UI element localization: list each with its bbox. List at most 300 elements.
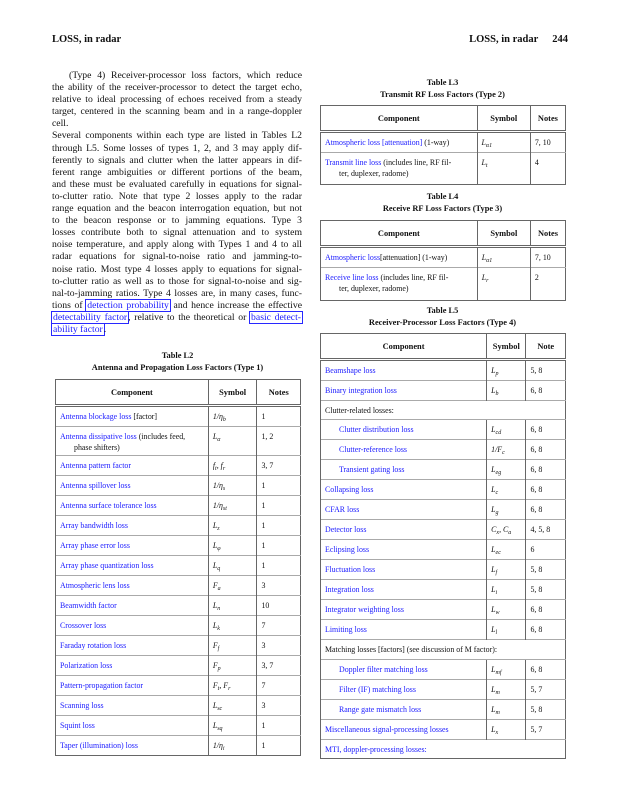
table-row (56, 736, 301, 756)
symbol-base: L (491, 366, 496, 375)
component-link[interactable]: Antenna blockage loss (60, 412, 132, 421)
component-link[interactable]: Crossover loss (60, 621, 107, 630)
component-cell (321, 153, 478, 185)
paragraph-line (52, 203, 302, 215)
component-qualifier-continued: ter, duplexer, radome) (339, 284, 409, 293)
symbol-subscript: c (495, 490, 499, 497)
symbol-base: F (223, 681, 229, 690)
symbol-subscript: k (217, 626, 220, 632)
paragraph-line (52, 324, 302, 336)
text-run: (Type 4) Receiver-processor loss factors, which reduce (69, 70, 302, 81)
symbol-cell (487, 679, 526, 699)
notes-cell: 3, 7 (257, 456, 301, 476)
symbol-subscript: ec (495, 550, 501, 557)
symbol-base: L (481, 253, 487, 262)
symbol-subscript: q (217, 566, 221, 572)
notes-cell: 7, 10 (530, 132, 565, 153)
paragraph-line (52, 239, 302, 251)
component-link[interactable]: Atmospheric loss (325, 253, 381, 262)
table-row (56, 636, 301, 656)
notes-cell: 6, 8 (526, 659, 566, 679)
table-row (56, 716, 301, 736)
table-row (321, 440, 566, 460)
notes-cell: 3, 7 (257, 656, 301, 676)
component-link[interactable]: Antenna dissipative loss (60, 432, 137, 441)
component-cell (321, 500, 487, 520)
table-row (321, 460, 566, 480)
component-cell (56, 696, 209, 716)
symbol-subscript: i (222, 746, 225, 752)
symbol-subscript: z (217, 526, 220, 532)
notes-cell: 5, 8 (526, 560, 566, 580)
table-row (56, 456, 301, 476)
component-link[interactable]: Range gate mismatch loss (339, 704, 422, 714)
notes-cell: 1 (257, 516, 301, 536)
table-title: Receive RF Loss Factors (Type 3) (382, 204, 503, 213)
text-run: to the beacon response or to jamming equations. Type 3 (52, 215, 302, 227)
table-number: Table L4 (426, 192, 459, 201)
text-run: ferent range ambiguities or different portions of the beam, (52, 166, 302, 178)
symbol-cell (208, 476, 257, 496)
symbol-base: L (212, 541, 218, 550)
component-link[interactable]: Array phase error loss (60, 541, 130, 550)
component-link[interactable]: Scanning loss (60, 701, 104, 710)
symbol-separator: , (499, 525, 504, 535)
component-link[interactable]: Limiting loss (325, 625, 367, 635)
table-l3 (320, 105, 566, 185)
term-link[interactable]: basic detect- (251, 311, 301, 323)
symbol-cell (477, 132, 530, 153)
text-run: to-clutter ratio. Note that type 2 losses apply to the radar (52, 190, 302, 202)
column-header: Symbol (477, 106, 530, 132)
symbol-subscript: p (495, 371, 499, 377)
symbol-base: L (491, 585, 496, 595)
component-link[interactable]: Atmospheric lens loss (60, 581, 130, 590)
symbol-cell (208, 656, 257, 676)
table-row (321, 600, 566, 620)
notes-cell: 7, 10 (530, 247, 565, 268)
table-row (56, 696, 301, 716)
symbol-cell (487, 560, 526, 580)
table-header-row (321, 221, 566, 247)
symbol-cell (487, 540, 526, 560)
symbol-cell (477, 153, 530, 185)
symbol-cell (477, 268, 530, 301)
text-run: the ability of the receiver-processor to detect the target echo, (52, 82, 302, 94)
column-header: Component (321, 334, 487, 360)
component-cell (321, 132, 478, 153)
component-link[interactable]: Atmospheric loss [attenuation] (325, 138, 423, 147)
component-cell (321, 460, 487, 480)
component-cell (56, 556, 209, 576)
text-run: losses contribute both to signal attenuation and to system (52, 227, 302, 239)
text-run: and hence increase the effective (169, 299, 302, 311)
notes-cell: 6 (526, 540, 566, 560)
symbol-base: L (212, 432, 218, 441)
symbol-base: F (212, 661, 218, 670)
symbol-base: L (481, 158, 486, 167)
component-cell (321, 659, 487, 679)
symbol-subscript: a (508, 530, 512, 537)
notes-cell: 3 (257, 636, 301, 656)
notes-cell: 6, 8 (526, 460, 566, 480)
symbol-cell (208, 427, 257, 456)
text-run: radar equations for signal-to-noise ratio and jamming-to- (52, 251, 302, 263)
component-cell (56, 616, 209, 636)
column-header: Symbol (477, 221, 530, 247)
symbol-cell (487, 500, 526, 520)
symbol-subscript: b (222, 417, 226, 423)
table-row (321, 699, 566, 719)
notes-cell: 3 (257, 696, 301, 716)
component-cell (321, 520, 487, 540)
component-link[interactable]: Antenna surface tolerance loss (60, 501, 157, 510)
symbol-subscript: l (495, 630, 498, 637)
component-link[interactable]: Beamwidth factor (60, 601, 117, 610)
symbol-subscript: p (217, 666, 221, 672)
symbol-base: L (491, 386, 496, 395)
component-qualifier: (includes line, RF fil- (378, 273, 449, 282)
symbol-base: 1/η (212, 501, 223, 510)
symbol-subscript: i (495, 590, 498, 597)
symbol-base: L (212, 701, 218, 710)
paragraph-line (52, 143, 302, 155)
notes-cell: 1, 2 (257, 427, 301, 456)
symbol-subscript: cd (495, 430, 502, 437)
component-link[interactable]: MTI, doppler-processing losses: (325, 744, 427, 754)
notes-cell: 2 (530, 268, 565, 301)
symbol-cell (487, 719, 526, 739)
table-row (321, 640, 566, 659)
paragraph-line (52, 288, 302, 300)
symbol-base: C (503, 525, 509, 535)
component-qualifier: (1-way) (422, 138, 450, 147)
component-link[interactable]: Binary integration loss (325, 386, 397, 395)
notes-cell: 6, 8 (526, 500, 566, 520)
component-link[interactable]: CFAR loss (325, 505, 360, 515)
table-row (56, 496, 301, 516)
table-title: Transmit RF Loss Factors (Type 2) (380, 90, 505, 99)
symbol-subscript: t (215, 466, 217, 472)
notes-cell: 4, 5, 8 (526, 520, 566, 540)
table-header-row (56, 380, 301, 406)
component-qualifier: [factor] (131, 412, 158, 421)
symbol-subscript: b (495, 391, 499, 397)
table-l5-caption (320, 305, 565, 329)
component-link[interactable]: Polarization loss (60, 661, 113, 670)
text-run: target, centered in the scanning beam and in a range-doppler (52, 106, 302, 118)
symbol-base: L (491, 505, 496, 515)
symbol-subscript: st (222, 506, 227, 512)
group-label: Matching losses [factors] (see discussion of M factor): (321, 640, 566, 659)
table-row (321, 360, 566, 381)
text-run: Several components within each type are listed in Tables L2 (52, 130, 302, 142)
component-link[interactable]: Miscellaneous signal-processing losses (325, 724, 449, 734)
table-row (56, 406, 301, 427)
symbol-separator: , (219, 681, 224, 690)
table-row (56, 427, 301, 456)
symbol-base: L (491, 625, 496, 635)
table-title: Receiver-Processor Loss Factors (Type 4) (368, 318, 517, 327)
symbol-base: L (491, 724, 496, 734)
component-cell (56, 476, 209, 496)
symbol-subscript: m (495, 709, 500, 716)
column-header: Symbol (208, 380, 257, 406)
paragraph-line (52, 276, 302, 288)
paragraph-line (52, 191, 302, 203)
component-link[interactable]: Antenna spillover loss (60, 481, 131, 490)
table-row (321, 540, 566, 560)
text-run: noise temperature, and apply along with Types 1 and 4 to all (52, 239, 302, 251)
symbol-cell (487, 620, 526, 640)
component-link[interactable]: Array bandwidth loss (60, 521, 128, 530)
component-link[interactable]: Detector loss (325, 525, 367, 535)
table-l4-caption (320, 191, 565, 215)
symbol-base: L (481, 273, 487, 282)
table-row (321, 153, 566, 185)
component-cell (56, 716, 209, 736)
table-number: Table L5 (426, 306, 459, 315)
symbol-subscript: mf (495, 669, 502, 676)
symbol-cell (487, 580, 526, 600)
paragraph-line (52, 167, 302, 179)
component-link[interactable]: Filter (IF) matching loss (339, 684, 416, 694)
component-qualifier: [attenuation] (1-way) (380, 253, 448, 262)
text-run: to-clutter ratio as well as to those for signal-to-noise and sig- (52, 275, 302, 287)
notes-cell: 6, 8 (526, 381, 566, 401)
symbol-subscript: t (485, 163, 488, 169)
symbol-cell (208, 576, 257, 596)
symbol-cell (208, 406, 257, 427)
symbol-cell (487, 520, 526, 540)
table-row (321, 620, 566, 640)
component-cell (321, 560, 487, 580)
text-run: cell. (52, 118, 69, 130)
symbol-base: L (212, 601, 218, 610)
symbol-subscript: w (495, 610, 500, 617)
component-link[interactable]: Pattern-propagation factor (60, 681, 144, 690)
component-cell (321, 699, 487, 719)
notes-cell: 6, 8 (526, 600, 566, 620)
component-cell (56, 427, 209, 456)
symbol-base: L (491, 664, 496, 674)
symbol-base: 1/F (491, 445, 503, 455)
component-cell (321, 620, 487, 640)
paragraph-line (52, 215, 302, 227)
text-run: tions of (52, 299, 87, 311)
symbol-base: 1/η (212, 741, 223, 750)
table-row (321, 719, 566, 739)
table-l3-caption (320, 77, 565, 101)
notes-cell: 1 (257, 736, 301, 756)
component-link[interactable]: Taper (illumination) loss (60, 741, 138, 750)
text-run: range equation and the beacon interrogation equation, but not (52, 203, 302, 215)
paragraph-line (52, 118, 302, 130)
symbol-subscript: r (228, 686, 231, 692)
component-link[interactable]: Array phase quantization loss (60, 561, 154, 570)
running-header-title: LOSS, in radar (469, 34, 539, 45)
symbol-base: L (491, 684, 496, 694)
notes-cell: 10 (257, 596, 301, 616)
component-cell (321, 580, 487, 600)
paragraph-line (52, 130, 302, 142)
notes-cell: 5, 7 (526, 719, 566, 739)
table-row (56, 676, 301, 696)
symbol-base: L (491, 545, 496, 555)
symbol-base: L (491, 605, 496, 615)
notes-cell: 1 (257, 716, 301, 736)
table-row (321, 132, 566, 153)
table-row (321, 420, 566, 440)
component-link[interactable]: Transmit line loss (325, 158, 382, 167)
table-number: Table L2 (161, 351, 194, 360)
term-link[interactable]: detectability factor (53, 311, 128, 323)
table-title: Antenna and Propagation Loss Factors (Type 1) (91, 363, 264, 372)
column-header: Component (321, 221, 478, 247)
symbol-cell (487, 659, 526, 679)
component-cell (321, 540, 487, 560)
component-cell (321, 420, 487, 440)
symbol-cell (487, 420, 526, 440)
component-link[interactable]: Antenna pattern factor (60, 461, 131, 470)
table-row (56, 556, 301, 576)
symbol-subscript: g (495, 510, 499, 517)
symbol-base: f (212, 461, 216, 470)
notes-cell: 1 (257, 556, 301, 576)
symbol-base: 1/η (212, 412, 223, 421)
symbol-subscript: α1 (486, 258, 493, 264)
symbol-base: f (220, 461, 223, 470)
notes-cell: 7 (257, 676, 301, 696)
symbol-subscript: sc (217, 706, 223, 712)
symbol-cell (487, 460, 526, 480)
component-cell (56, 656, 209, 676)
symbol-subscript: a (217, 586, 221, 592)
component-cell (56, 596, 209, 616)
component-cell (56, 516, 209, 536)
table-row (321, 480, 566, 500)
paragraph-line (52, 82, 302, 94)
term-link[interactable]: ability factor (53, 323, 103, 335)
component-cell (321, 381, 487, 401)
symbol-base: L (212, 561, 218, 570)
symbol-subscript: α1 (485, 143, 493, 149)
paragraph-line (52, 94, 302, 106)
table-row (321, 268, 566, 301)
table-row (321, 500, 566, 520)
component-link[interactable]: Integration loss (325, 585, 374, 595)
symbol-base: L (212, 721, 218, 730)
table-row (321, 520, 566, 540)
component-link[interactable]: Receive line loss (325, 273, 379, 282)
component-cell (56, 736, 209, 756)
table-row (321, 560, 566, 580)
table-row (321, 247, 566, 268)
symbol-subscript: n (217, 606, 221, 612)
symbol-subscript: α (217, 437, 221, 443)
notes-cell: 5, 7 (526, 679, 566, 699)
column-header: Note (526, 334, 566, 360)
symbol-subscript: x (496, 530, 500, 537)
symbol-cell (208, 616, 257, 636)
table-row (321, 381, 566, 401)
symbol-base: F (212, 681, 218, 690)
symbol-subscript: f (217, 646, 220, 652)
component-link[interactable]: Fluctuation loss (325, 565, 376, 575)
component-cell (321, 268, 478, 301)
notes-cell: 7 (257, 616, 301, 636)
symbol-base: L (491, 565, 496, 575)
symbol-cell (208, 676, 257, 696)
column-header: Notes (257, 380, 301, 406)
notes-cell: 5, 8 (526, 360, 566, 381)
notes-cell: 6, 8 (526, 620, 566, 640)
table-l5 (320, 333, 566, 759)
text-run: and these must be evaluated carefully in equations for signal- (52, 178, 302, 190)
symbol-cell (208, 556, 257, 576)
component-link[interactable]: Eclipsing loss (325, 545, 370, 555)
table-row (56, 536, 301, 556)
text-run: relative to ideal processing of echoes received from a steady (52, 94, 302, 106)
table-l4 (320, 220, 566, 301)
paragraph-line (52, 70, 302, 82)
component-link[interactable]: Clutter-reference loss (339, 445, 407, 455)
symbol-subscript: c (502, 450, 505, 457)
component-cell (321, 247, 478, 268)
component-cell (321, 480, 487, 500)
symbol-base: L (212, 521, 218, 530)
component-qualifier: (includes feed, (136, 432, 186, 441)
running-header-left: LOSS, in radar (52, 34, 122, 45)
component-link[interactable]: Squint loss (60, 721, 95, 730)
component-link[interactable]: Beamshape loss (325, 366, 376, 375)
component-cell (321, 440, 487, 460)
symbol-base: 1/η (212, 481, 223, 490)
symbol-subscript: φ (217, 546, 221, 552)
symbol-separator: , (216, 461, 221, 470)
symbol-subscript: t (217, 686, 220, 692)
symbol-subscript: x (495, 729, 499, 736)
table-number: Table L3 (426, 78, 459, 87)
table-row (321, 580, 566, 600)
component-link[interactable]: Faraday rotation loss (60, 641, 127, 650)
term-link[interactable]: detection probability (87, 299, 169, 311)
component-link[interactable]: Doppler filter matching loss (339, 664, 428, 674)
text-run: noise ratio. Most type 4 losses apply to equations for signal- (52, 263, 302, 275)
component-link[interactable]: Clutter distribution loss (339, 425, 414, 435)
symbol-subscript: r (486, 278, 489, 284)
symbol-base: L (212, 621, 218, 630)
text-run: ferently to signals and clutter when the latter appears in dif- (52, 154, 302, 166)
component-qualifier: (includes line, RF fil- (381, 158, 452, 167)
component-link[interactable]: Collapsing loss (325, 485, 374, 495)
table-row (56, 616, 301, 636)
notes-cell: 5, 8 (526, 699, 566, 719)
component-link[interactable]: Transient gating loss (339, 465, 405, 475)
component-cell (56, 456, 209, 476)
symbol-base: F (212, 581, 218, 590)
component-cell (56, 676, 209, 696)
component-link[interactable]: Integrator weighting loss (325, 605, 404, 615)
notes-cell: 3 (257, 576, 301, 596)
column-header: Notes (530, 106, 565, 132)
symbol-cell (477, 247, 530, 268)
table-row (321, 401, 566, 420)
symbol-cell (487, 480, 526, 500)
component-cell (56, 576, 209, 596)
notes-cell: 6, 8 (526, 420, 566, 440)
notes-cell: 1 (257, 406, 301, 427)
